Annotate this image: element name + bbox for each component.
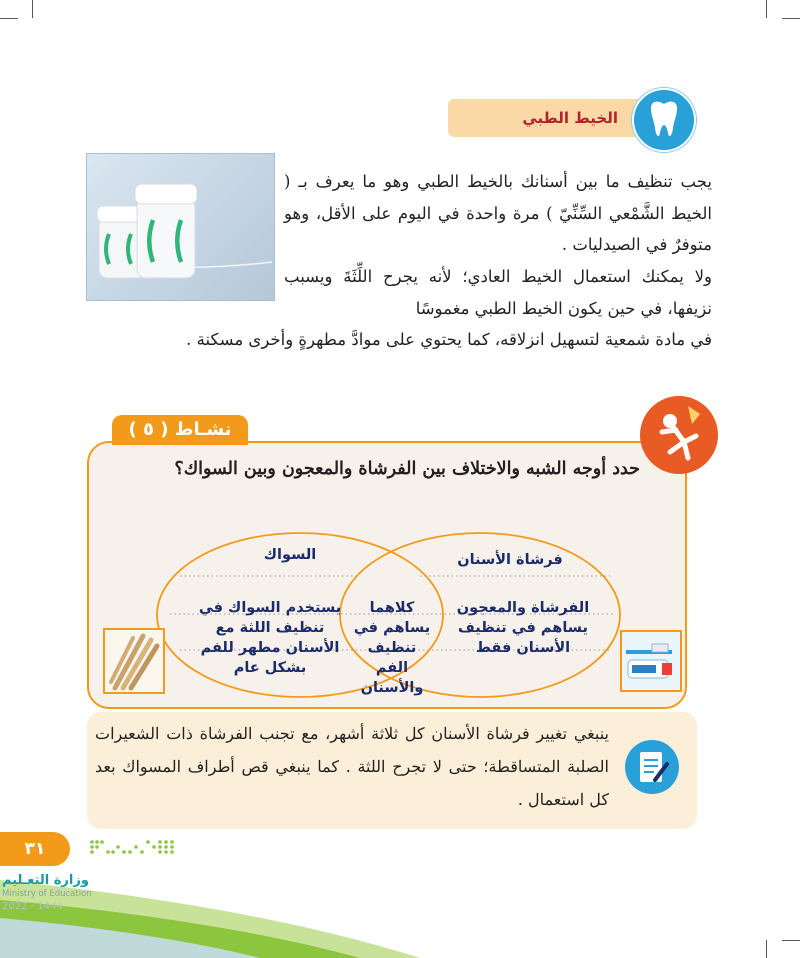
activity-figure-icon	[640, 396, 718, 474]
tooth-icon	[632, 88, 696, 152]
paragraph-floss: يجب تنظيف ما بين أسنانك بالخيط الطبي وهو ما يعرف بـ ( الخيط الشَّمْعي السِّنِّيّ ) مرة واحدة في اليوم على الأقل، وهو متوفرٌ في الصيدليات .	[284, 172, 712, 254]
crop-mark	[32, 0, 33, 18]
ministry-dots-logo	[88, 838, 180, 858]
venn-right-text: الفرشاة والمعجون يساهم في تنظيف الأسنان فقط	[456, 600, 590, 656]
activity-tab-label: نشـاط ( ٥ )	[128, 419, 232, 440]
ministry-name-ar: وزارة التعـليم	[2, 873, 89, 888]
activity-question: حدد أوجه الشبه والاختلاف بين الفرشاة والمعجون وبين السواك؟	[174, 459, 640, 479]
paragraph-floss-warning-cont: في مادة شمعية لتسهيل انزلاقه، كما يحتوي على موادَّ مطهرةٍ وأخرى مسكنة .	[186, 330, 712, 349]
paragraph-floss-warning: ولا يمكنك استعمال الخيط العادي؛ لأنه يجرح اللِّثَةَ ويسبب نزيفها، في حين يكون الخيط الطبي مغموسًا	[284, 267, 712, 318]
venn-left-title: السواك	[263, 547, 317, 563]
section-title: الخيط الطبي	[522, 109, 618, 127]
toothpaste-brush-image	[620, 630, 682, 692]
tip-text: ينبغي تغيير فرشاة الأسنان كل ثلاثة أشهر، مع تجنب الفرشاة ذات الشعيرات الصلبة المتساقطة؛ حتى لا تجرح اللثة . كما ينبغي قص أطراف المسواك بعد كل استعمال .	[95, 724, 609, 809]
venn-middle-text: كلاهما يساهم في تنظيف الفم والأسنان	[353, 600, 431, 696]
crop-mark	[782, 18, 800, 19]
venn-right-title: فرشاة الأسنان	[457, 552, 563, 568]
page-number: ٣١	[24, 839, 46, 859]
dental-floss-photo	[86, 153, 275, 301]
ministry-name-en: Ministry of Education	[2, 889, 92, 899]
edition-year: 2022 - 1444	[2, 901, 63, 912]
crop-mark	[0, 18, 18, 19]
notepad-pencil-icon	[625, 740, 679, 794]
venn-left-text: يستخدم السواك في تنظيف اللثة مع الأسنان مطهر للفم بشكل عام	[198, 600, 342, 676]
crop-mark	[766, 0, 767, 18]
miswak-image	[103, 628, 165, 694]
